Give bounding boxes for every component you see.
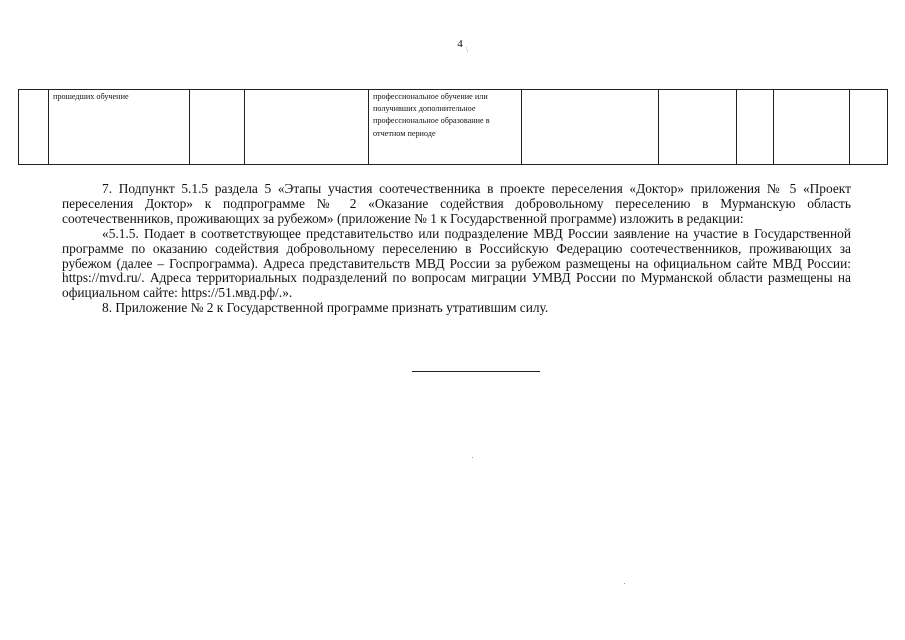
table-cell-number bbox=[19, 90, 49, 165]
table-cell bbox=[245, 90, 369, 165]
paragraph-8: 8. Приложение № 2 к Государственной программе признать утратившим силу. bbox=[102, 300, 549, 316]
table-row bbox=[19, 90, 888, 165]
statistics-table bbox=[18, 89, 888, 165]
scan-speck bbox=[624, 583, 625, 584]
end-separator-line bbox=[412, 371, 540, 372]
page-number: 4 bbox=[457, 38, 463, 50]
paragraph-quote: «5.1.5. Подает в соответствующее представительство или подразделение МВД России заявление на участие в Государственной программе по оказанию содействия добровольному переселению в Российскую Федерацию соотечественников, проживающих за рубежом (далее – Госпрограмма). Адреса представительств МВД России за рубежом размещены на официальном сайте МВД России: https://mvd.ru/. Адреса территориальных подразделений по вопросам миграции УМВД России по Мурманской области размещены на официальном сайте: https://51.мвд.рф/.». bbox=[62, 225, 851, 301]
table-cell-description: профессиональное обучение или получивших дополнительное профессиональное образование в отчетном периоде bbox=[369, 90, 522, 165]
scan-mark: \ bbox=[466, 46, 468, 54]
table-cell-indicator: прошедших обучение bbox=[49, 90, 190, 165]
paragraph-7: 7. Подпункт 5.1.5 раздела 5 «Этапы участия соотечественника в проекте переселения «Доктор» приложения № 5 «Проект переселения Доктор» к подпрограмме № 2 «Оказание содействия добровольному переселению в Мурманскую область соотечественников, проживающих за рубежом» (приложение № 1 к Государственной программе) изложить в редакции: bbox=[62, 181, 851, 226]
table-cell bbox=[659, 90, 737, 165]
document-body bbox=[62, 182, 851, 316]
table-cell bbox=[737, 90, 774, 165]
table-cell bbox=[522, 90, 659, 165]
table-cell bbox=[850, 90, 888, 165]
scan-speck bbox=[472, 457, 473, 458]
table-cell bbox=[774, 90, 850, 165]
table-cell bbox=[190, 90, 245, 165]
